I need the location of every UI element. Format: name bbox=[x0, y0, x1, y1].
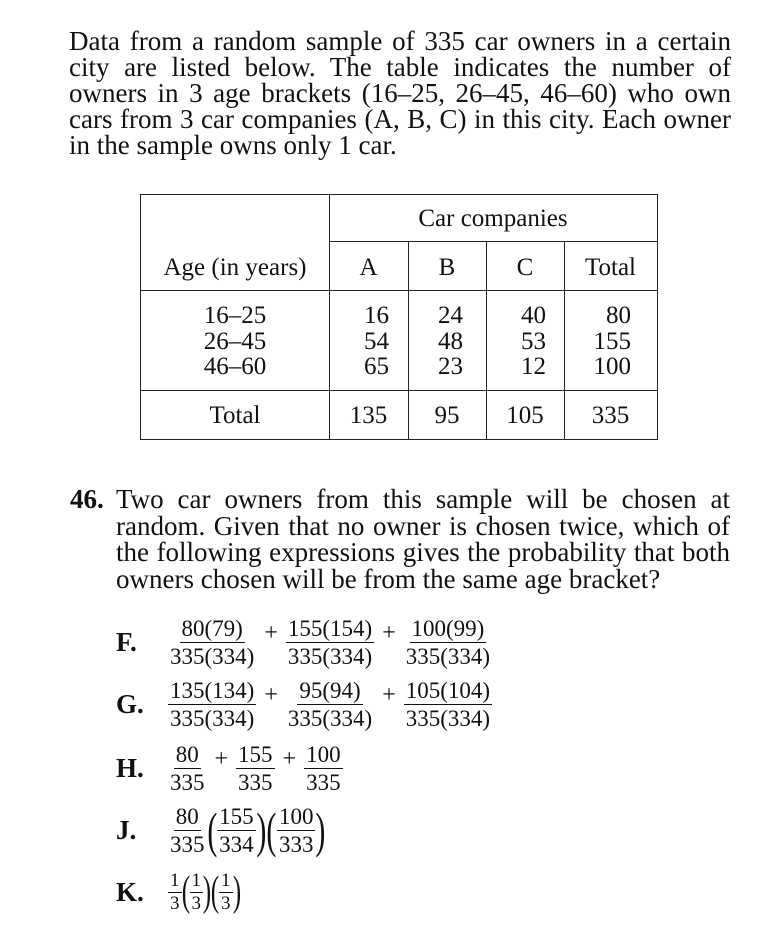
denominator: 335(334) bbox=[287, 705, 373, 731]
option-expression bbox=[168, 743, 343, 794]
denominator: 333 bbox=[278, 831, 314, 857]
table-divider bbox=[141, 390, 657, 391]
denominator: 335 bbox=[238, 769, 273, 795]
numerator: 100 bbox=[306, 741, 341, 767]
denominator: 3 bbox=[191, 892, 201, 914]
fraction bbox=[219, 869, 233, 914]
column-header-c: C bbox=[516, 254, 534, 281]
column-header-a: A bbox=[359, 254, 378, 281]
row-label: 26–45 bbox=[203, 327, 267, 355]
column-a-values bbox=[329, 303, 389, 380]
numerator: 135(134) bbox=[170, 677, 255, 703]
question-text: Two car owners from this sample will be chosen at random. Given that no owner is chosen twice, which of the following expressions gives the probability that both owners chosen will be from the same age bracket? bbox=[116, 484, 730, 594]
row-label: 16–25 bbox=[203, 302, 267, 329]
column-header-b: B bbox=[438, 254, 456, 281]
plus-sign: + bbox=[214, 745, 229, 772]
denominator: 3 bbox=[221, 892, 231, 914]
row-header: Age (in years) bbox=[163, 254, 307, 281]
option-expression bbox=[168, 867, 241, 917]
denominator: 335(334) bbox=[405, 643, 491, 669]
numerator: 105(104) bbox=[405, 677, 491, 703]
numerator: 1 bbox=[170, 869, 180, 891]
right-parenthesis: ) bbox=[202, 869, 212, 915]
numerator: 95(94) bbox=[299, 677, 361, 703]
table-cell: 155 bbox=[593, 327, 631, 355]
option-letter: G. bbox=[116, 688, 144, 719]
plus-sign: + bbox=[382, 681, 396, 708]
total-cell: 95 bbox=[434, 402, 460, 429]
numerator: 80 bbox=[175, 741, 199, 767]
numerator: 1 bbox=[191, 869, 201, 891]
column-c-values bbox=[486, 303, 546, 380]
numerator: 80 bbox=[175, 803, 199, 829]
left-parenthesis: ( bbox=[181, 869, 190, 915]
fraction bbox=[236, 743, 275, 794]
option-letter: F. bbox=[116, 626, 137, 657]
fraction bbox=[404, 679, 492, 730]
right-parenthesis: ) bbox=[315, 802, 326, 858]
option-expression bbox=[168, 802, 326, 858]
age-labels bbox=[141, 303, 329, 380]
fraction bbox=[217, 805, 256, 856]
intro-paragraph: Data from a random sample of 335 car owners in a certain city are listed below. The table indicates the number of owners in 3 age brackets (16–25, 26–45, 46–60) who own cars from 3 car companies (A, B, C) in this city. Each owner in the sample owns only 1 car. bbox=[69, 26, 731, 160]
question-number: 46. bbox=[70, 484, 104, 514]
table-cell: 23 bbox=[438, 353, 463, 380]
denominator: 335 bbox=[170, 831, 205, 857]
table-cell: 24 bbox=[438, 302, 463, 329]
fraction bbox=[168, 617, 256, 668]
option-j[interactable] bbox=[116, 802, 326, 858]
option-g[interactable] bbox=[116, 676, 492, 732]
group-header: Car companies bbox=[418, 205, 568, 232]
denominator: 335(334) bbox=[170, 705, 255, 731]
denominator: 335 bbox=[306, 769, 341, 795]
right-parenthesis: ) bbox=[232, 869, 241, 915]
left-parenthesis: ( bbox=[210, 869, 220, 915]
numerator: 1 bbox=[221, 869, 231, 891]
numerator: 100 bbox=[278, 803, 314, 829]
option-letter: K. bbox=[116, 876, 144, 907]
table-cell: 12 bbox=[521, 353, 546, 380]
right-parenthesis: ) bbox=[255, 802, 266, 858]
option-letter: H. bbox=[116, 752, 144, 783]
denominator: 3 bbox=[170, 892, 180, 914]
table-divider bbox=[141, 290, 657, 291]
column-header-total: Total bbox=[584, 254, 636, 281]
column-b-values bbox=[408, 303, 463, 380]
fraction bbox=[286, 617, 374, 668]
table-divider bbox=[329, 241, 657, 242]
total-row-label: Total bbox=[209, 402, 261, 429]
option-letter: J. bbox=[116, 814, 137, 845]
denominator: 334 bbox=[219, 831, 254, 857]
denominator: 335(334) bbox=[287, 643, 373, 669]
table-cell: 54 bbox=[364, 327, 389, 355]
option-k[interactable] bbox=[116, 864, 241, 920]
option-h[interactable] bbox=[116, 740, 343, 796]
total-cell: 335 bbox=[591, 402, 630, 429]
fraction bbox=[168, 869, 182, 914]
fraction bbox=[168, 805, 207, 856]
table-cell: 40 bbox=[521, 302, 546, 329]
table-cell: 48 bbox=[438, 327, 463, 355]
fraction bbox=[404, 617, 492, 668]
plus-sign: + bbox=[382, 619, 396, 646]
denominator: 335(334) bbox=[170, 643, 255, 669]
table-cell: 53 bbox=[521, 327, 546, 355]
plus-sign: + bbox=[264, 619, 278, 646]
fraction bbox=[286, 679, 374, 730]
left-parenthesis: ( bbox=[266, 802, 277, 858]
column-total-values bbox=[564, 303, 631, 380]
option-expression bbox=[168, 679, 492, 730]
numerator: 80(79) bbox=[181, 615, 243, 641]
numerator: 155 bbox=[238, 741, 273, 767]
plus-sign: + bbox=[264, 681, 278, 708]
table-cell: 100 bbox=[593, 353, 631, 380]
table-cell: 16 bbox=[364, 302, 389, 329]
left-parenthesis: ( bbox=[206, 802, 217, 858]
fraction bbox=[190, 869, 204, 914]
fraction bbox=[168, 679, 256, 730]
row-label: 46–60 bbox=[203, 353, 267, 380]
denominator: 335 bbox=[170, 769, 205, 795]
option-f[interactable] bbox=[116, 614, 492, 670]
numerator: 100(99) bbox=[411, 615, 485, 641]
option-expression bbox=[168, 617, 492, 668]
total-cell: 135 bbox=[349, 402, 388, 429]
table-cell: 80 bbox=[606, 302, 631, 329]
numerator: 155 bbox=[219, 803, 254, 829]
plus-sign: + bbox=[282, 745, 297, 772]
total-cell: 105 bbox=[506, 402, 544, 429]
fraction bbox=[304, 743, 343, 794]
denominator: 335(334) bbox=[405, 705, 491, 731]
fraction bbox=[168, 743, 207, 794]
numerator: 155(154) bbox=[287, 615, 373, 641]
table-cell: 65 bbox=[364, 353, 389, 380]
data-table bbox=[140, 194, 658, 440]
fraction bbox=[277, 805, 316, 856]
